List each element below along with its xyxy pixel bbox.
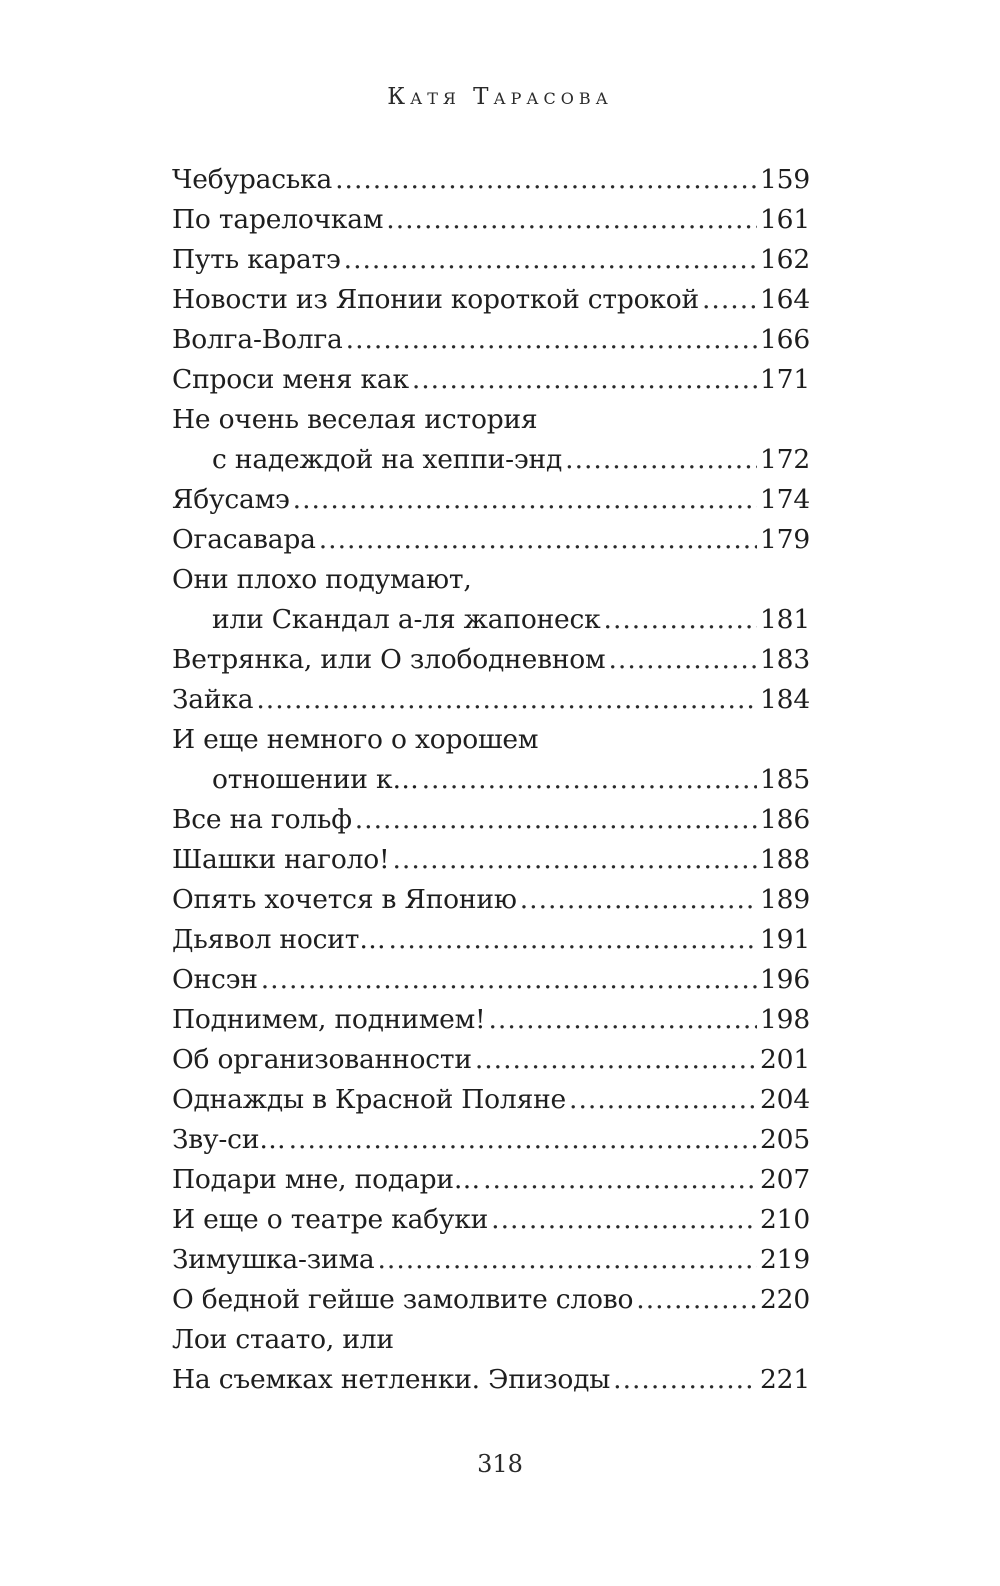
toc-dot-leader (256, 680, 757, 720)
toc-entry-line (172, 1200, 810, 1240)
toc-entry-line (172, 440, 810, 480)
toc-entry-page: 188 (760, 844, 810, 875)
toc-entry-line (172, 880, 810, 920)
toc-entry-line (172, 960, 810, 1000)
toc-entry-page: 207 (760, 1164, 810, 1195)
toc-entry-title: или Скандал а-ля жапонеск (212, 604, 601, 635)
toc-entry-title: Однажды в Красной Поляне (172, 1084, 567, 1115)
toc-dot-leader (488, 1000, 757, 1040)
toc-entry-title: Зимушка-зима (172, 1244, 375, 1275)
toc-entry-title: отношении к… (212, 764, 419, 795)
table-of-contents (172, 160, 810, 1400)
toc-entry-page: 172 (760, 444, 810, 475)
toc-entry-line (172, 1000, 810, 1040)
toc-entry-page: 181 (760, 604, 810, 635)
toc-entry-line (172, 1120, 810, 1160)
toc-entry-page: 186 (760, 804, 810, 835)
toc-dot-leader (608, 640, 757, 680)
toc-entry-title: Шашки наголо! (172, 844, 390, 875)
running-head-author: Катя Тарасова (387, 84, 613, 110)
toc-entry-line (172, 640, 810, 680)
toc-entry-title: Путь каратэ (172, 244, 341, 275)
toc-entry-title: Зайка (172, 684, 254, 715)
toc-dot-leader (392, 840, 757, 880)
toc-entry-line (172, 1040, 810, 1080)
toc-entry-line (172, 360, 810, 400)
toc-entry-line (172, 920, 810, 960)
toc-dot-leader (475, 1040, 757, 1080)
toc-entry-title: И еще о театре кабуки (172, 1204, 489, 1235)
toc-dot-leader (386, 200, 757, 240)
toc-dot-leader (319, 520, 757, 560)
toc-dot-leader (261, 960, 757, 1000)
toc-entry-line (172, 320, 810, 360)
toc-entry-title: Огасавара (172, 524, 316, 555)
toc-entry-title: Новости из Японии короткой строкой (172, 284, 699, 315)
toc-dot-leader (344, 240, 757, 280)
toc-dot-leader (346, 320, 757, 360)
toc-entry-line (172, 840, 810, 880)
toc-entry-title: Онсэн (172, 964, 258, 995)
toc-entry-page: 201 (760, 1044, 810, 1075)
toc-dot-leader (293, 480, 757, 520)
toc-entry-line (172, 1360, 810, 1400)
toc-entry-line (172, 720, 810, 760)
toc-entry-title: с надеждой на хеппи-энд (212, 444, 563, 475)
toc-entry-line (172, 1160, 810, 1200)
toc-dot-leader (422, 760, 757, 800)
toc-entry-page: 159 (760, 164, 810, 195)
toc-entry-page: 196 (760, 964, 810, 995)
toc-entry-line (172, 240, 810, 280)
toc-entry-page: 185 (760, 764, 810, 795)
toc-entry-line (172, 760, 810, 800)
toc-entry-title: Все на гольф (172, 804, 352, 835)
toc-entry-title: Ябусамэ (172, 484, 290, 515)
toc-dot-leader (613, 1360, 757, 1400)
toc-entry-page: 179 (760, 524, 810, 555)
toc-dot-leader (335, 160, 757, 200)
toc-entry-title: Дьявол носит… (172, 924, 386, 955)
toc-dot-leader (491, 1200, 757, 1240)
toc-entry-page: 162 (760, 244, 810, 275)
toc-entry-page: 205 (760, 1124, 810, 1155)
toc-dot-leader (636, 1280, 757, 1320)
toc-dot-leader (483, 1160, 757, 1200)
toc-entry-title: Подари мне, подари… (172, 1164, 481, 1195)
toc-entry-page: 219 (760, 1244, 810, 1275)
toc-entry-line (172, 680, 810, 720)
toc-entry-page: 221 (760, 1364, 810, 1395)
toc-entry-title: Зву-си… (172, 1124, 286, 1155)
toc-entry-line (172, 560, 810, 600)
toc-entry-page: 183 (760, 644, 810, 675)
toc-entry-title: Ветрянка, или О злободневном (172, 644, 606, 675)
toc-dot-leader (565, 440, 757, 480)
toc-entry-page: 204 (760, 1084, 810, 1115)
toc-entry-line (172, 520, 810, 560)
toc-dot-leader (569, 1080, 757, 1120)
toc-entry-title: Лои стаато, или (172, 1324, 394, 1355)
toc-entry-page: 166 (760, 324, 810, 355)
toc-entry-page: 191 (760, 924, 810, 955)
toc-entry-title: Поднимем, поднимем! (172, 1004, 486, 1035)
toc-entry-title: Спроси меня как (172, 364, 409, 395)
toc-entry-page: 184 (760, 684, 810, 715)
toc-entry-line (172, 200, 810, 240)
toc-entry-page: 161 (760, 204, 810, 235)
toc-entry-line (172, 400, 810, 440)
toc-entry-title: О бедной гейше замолвите слово (172, 1284, 634, 1315)
toc-dot-leader (520, 880, 757, 920)
toc-dot-leader (355, 800, 757, 840)
toc-dot-leader (702, 280, 757, 320)
toc-entry-title: Волга-Волга (172, 324, 343, 355)
toc-entry-line (172, 160, 810, 200)
toc-entry-line (172, 280, 810, 320)
toc-entry-title: На съемках нетленки. Эпизоды (172, 1364, 611, 1395)
toc-entry-line (172, 1280, 810, 1320)
toc-entry-title: И еще немного о хорошем (172, 724, 539, 755)
toc-dot-leader (389, 920, 758, 960)
toc-entry-title: Не очень веселая история (172, 404, 538, 435)
toc-dot-leader (377, 1240, 757, 1280)
toc-dot-leader (412, 360, 757, 400)
toc-dot-leader (289, 1120, 757, 1160)
page-number: 318 (477, 1450, 523, 1478)
toc-entry-title: Об организованности (172, 1044, 472, 1075)
toc-dot-leader (604, 600, 757, 640)
toc-entry-page: 171 (760, 364, 810, 395)
toc-entry-line (172, 800, 810, 840)
toc-entry-line (172, 1240, 810, 1280)
toc-entry-page: 210 (760, 1204, 810, 1235)
toc-entry-title: Чебураська (172, 164, 333, 195)
toc-entry-title: По тарелочкам (172, 204, 384, 235)
toc-entry-title: Опять хочется в Японию (172, 884, 517, 915)
toc-entry-page: 164 (760, 284, 810, 315)
toc-entry-page: 189 (760, 884, 810, 915)
toc-entry-line (172, 480, 810, 520)
toc-entry-line (172, 1320, 810, 1360)
toc-entry-title: Они плохо подумают, (172, 564, 472, 595)
toc-entry-line (172, 1080, 810, 1120)
toc-entry-page: 220 (760, 1284, 810, 1315)
toc-entry-page: 198 (760, 1004, 810, 1035)
toc-entry-page: 174 (760, 484, 810, 515)
toc-entry-line (172, 600, 810, 640)
